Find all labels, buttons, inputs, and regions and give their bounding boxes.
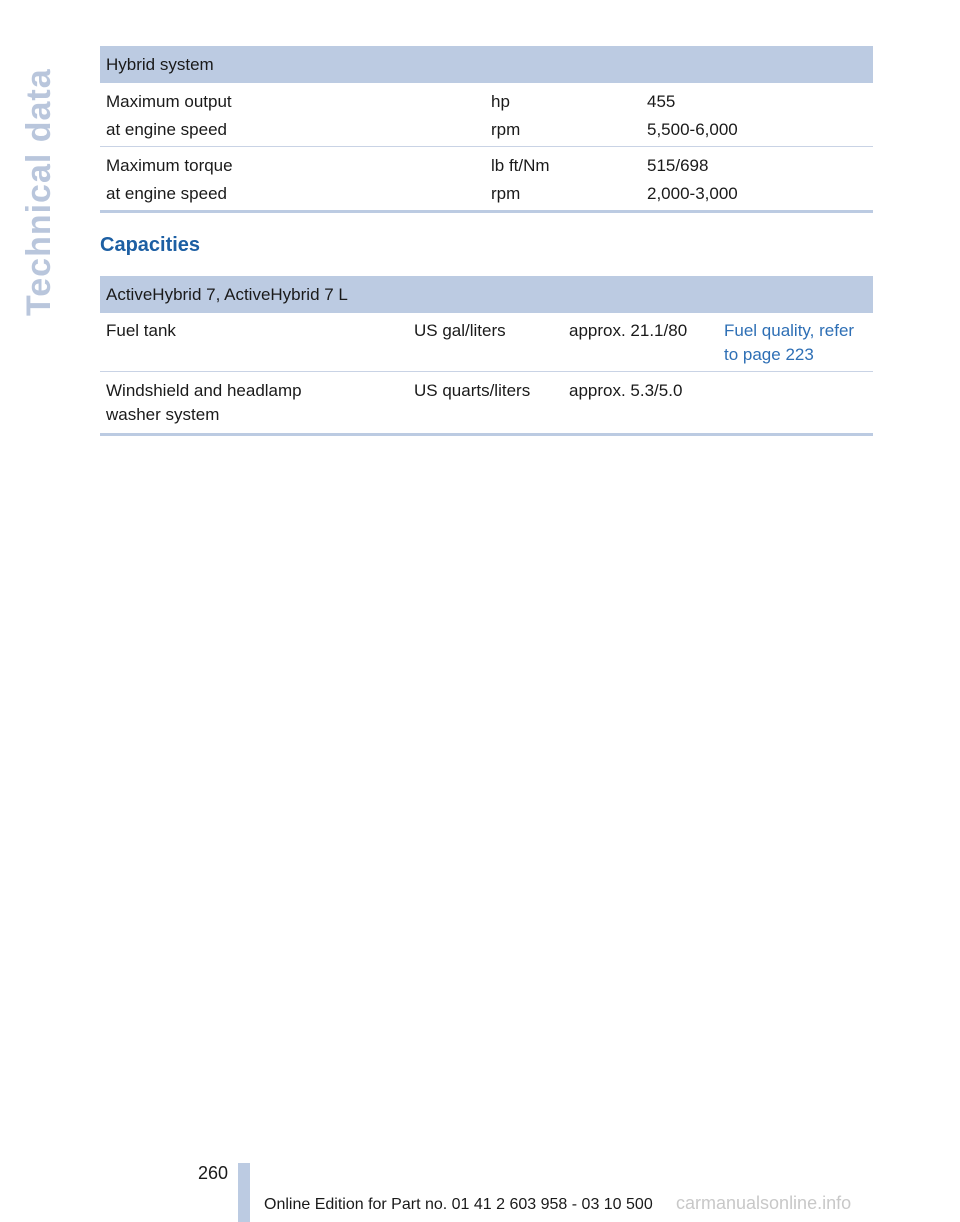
hybrid-system-header: Hybrid system (100, 46, 873, 83)
table-row (100, 83, 873, 147)
row-sub-value: 2,000-3,000 (647, 184, 738, 203)
row-unit: hp (491, 92, 510, 111)
row-unit: US gal/liters (414, 321, 506, 340)
capacities-header: ActiveHybrid 7, ActiveHybrid 7 L (100, 276, 873, 313)
row-sub-label: at engine speed (106, 120, 227, 139)
fuel-quality-link-page[interactable]: to page 223 (724, 345, 814, 364)
row-sub-label: at engine speed (106, 184, 227, 203)
row-value: approx. 21.1/80 (569, 321, 688, 340)
row-unit: US quarts/liters (414, 381, 531, 400)
capacities-table (100, 276, 873, 436)
row-unit: lb ft/Nm (491, 156, 550, 175)
row-label: Maximum output (106, 92, 232, 111)
row-value: 515/698 (647, 156, 709, 175)
table-row (100, 147, 873, 213)
page-number: 260 (198, 1163, 229, 1183)
side-title-text: Technical data (20, 68, 58, 316)
row-label: Maximum torque (106, 156, 233, 175)
footer-accent-bar (238, 1163, 250, 1222)
row-label: Fuel tank (106, 321, 176, 340)
side-title (0, 44, 68, 324)
row-label: Windshield and headlamp (106, 381, 302, 400)
watermark-text: carmanualsonline.info (676, 1193, 852, 1213)
row-sub-unit: rpm (491, 184, 521, 203)
table-row (100, 372, 873, 436)
row-sub-unit: rpm (491, 120, 521, 139)
section-heading-capacities: Capacities (100, 234, 201, 256)
table-row (100, 313, 873, 372)
row-value: 455 (647, 92, 676, 111)
edition-text: Online Edition for Part no. 01 41 2 603 958 - 03 10 500 (264, 1196, 653, 1213)
row-value: approx. 5.3/5.0 (569, 381, 683, 400)
row-sub-value: 5,500-6,000 (647, 120, 738, 139)
row-label-continued: washer system (106, 405, 220, 424)
hybrid-system-table (100, 46, 873, 213)
fuel-quality-link[interactable]: Fuel quality, refer (724, 321, 855, 340)
